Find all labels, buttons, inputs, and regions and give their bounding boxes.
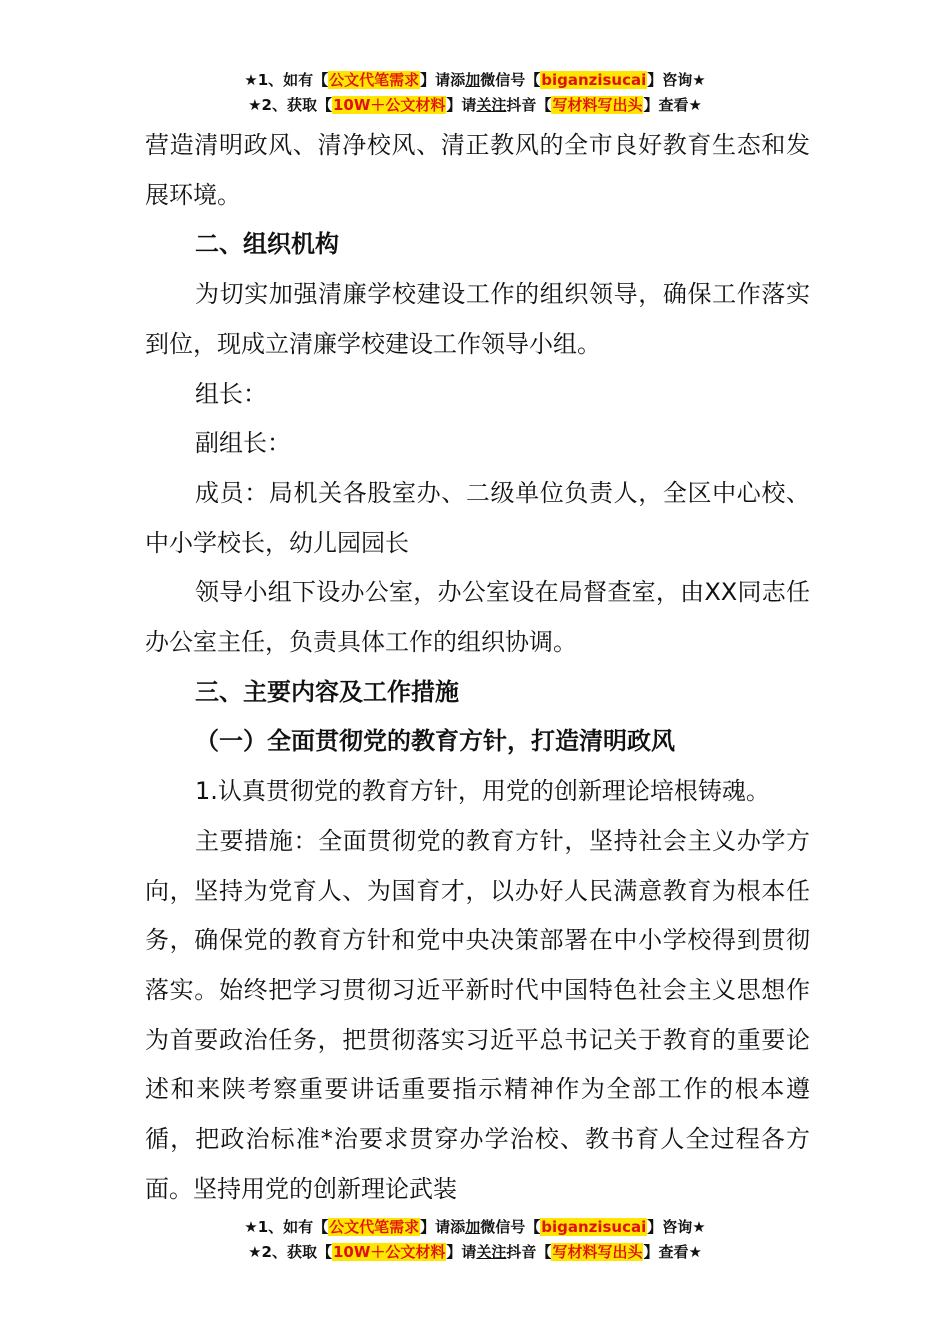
promo-line-1: ★1、如有【公文代笔需求】请添加微信号【biganzisucai】咨询★ — [244, 1218, 706, 1236]
wechat-id: biganzisucai — [541, 71, 647, 89]
wechat-id: biganzisucai — [541, 1218, 647, 1236]
star-icon: ★ — [244, 1218, 258, 1236]
douyin-id: 写材料写出头 — [552, 1243, 643, 1261]
promo-banner-bottom — [0, 1215, 950, 1265]
highlight-text: 公文代笔需求 — [329, 1218, 420, 1236]
paragraph: 领导小组下设办公室，办公室设在局督查室，由XX同志任办公室主任，负责具体工作的组织协调。 — [145, 578, 810, 657]
paragraph: 1.认真贯彻党的教育方针，用党的创新理论培根铸魂。 — [195, 777, 770, 806]
promo-line-1: ★1、如有【公文代笔需求】请添加微信号【biganzisucai】咨询★ — [244, 71, 706, 89]
promo-line-2: ★2、获取【10W＋公文材料】请关注抖音【写材料写出头】查看★ — [248, 1243, 702, 1261]
highlight-text: 公文代笔需求 — [329, 71, 420, 89]
paragraph: 副组长： — [195, 429, 291, 458]
section-heading: 三、主要内容及工作措施 — [195, 677, 459, 706]
douyin-id: 写材料写出头 — [552, 96, 643, 114]
paragraph: 主要措施：全面贯彻党的教育方针，坚持社会主义办学方向，坚持为党育人、为国育才，以办好人民满意教育为根本任务，确保党的教育方针和党中央决策部署在中小学校得到贯彻落实。始终把学习贯彻习近平新时代中国特色社会主义思想作为首要政治任务，把贯彻落实习近平总书记关于教育的重要论述和来陕考察重要讲话重要指示精神作为全部工作的根本遵循，把政治标准*治要求贯穿办学治校、教书育人全过程各方面。坚持用党的创新理论武装 — [145, 826, 810, 1203]
subsection-heading: （一）全面贯彻党的教育方针，打造清明政风 — [195, 727, 675, 756]
star-icon: ★ — [248, 1243, 262, 1261]
paragraph: 成员：局机关各股室办、二级单位负责人，全区中心校、中小学校长，幼儿园园长 — [145, 478, 810, 557]
highlight-text: 10W＋公文材料 — [332, 1243, 446, 1261]
star-icon: ★ — [248, 96, 262, 114]
paragraph: 组长： — [195, 379, 267, 408]
highlight-text: 10W＋公文材料 — [332, 96, 446, 114]
paragraph: 营造清明政风、清净校风、清正教风的全市良好教育生态和发展环境。 — [145, 131, 810, 209]
star-icon: ★ — [244, 71, 258, 89]
promo-line-2: ★2、获取【10W＋公文材料】请关注抖音【写材料写出头】查看★ — [248, 96, 702, 114]
paragraph: 为切实加强清廉学校建设工作的组织领导，确保工作落实到位，现成立清廉学校建设工作领导小组。 — [145, 280, 810, 358]
promo-banner-top — [0, 68, 950, 118]
document-body — [145, 121, 810, 1214]
section-heading: 二、组织机构 — [195, 230, 339, 259]
